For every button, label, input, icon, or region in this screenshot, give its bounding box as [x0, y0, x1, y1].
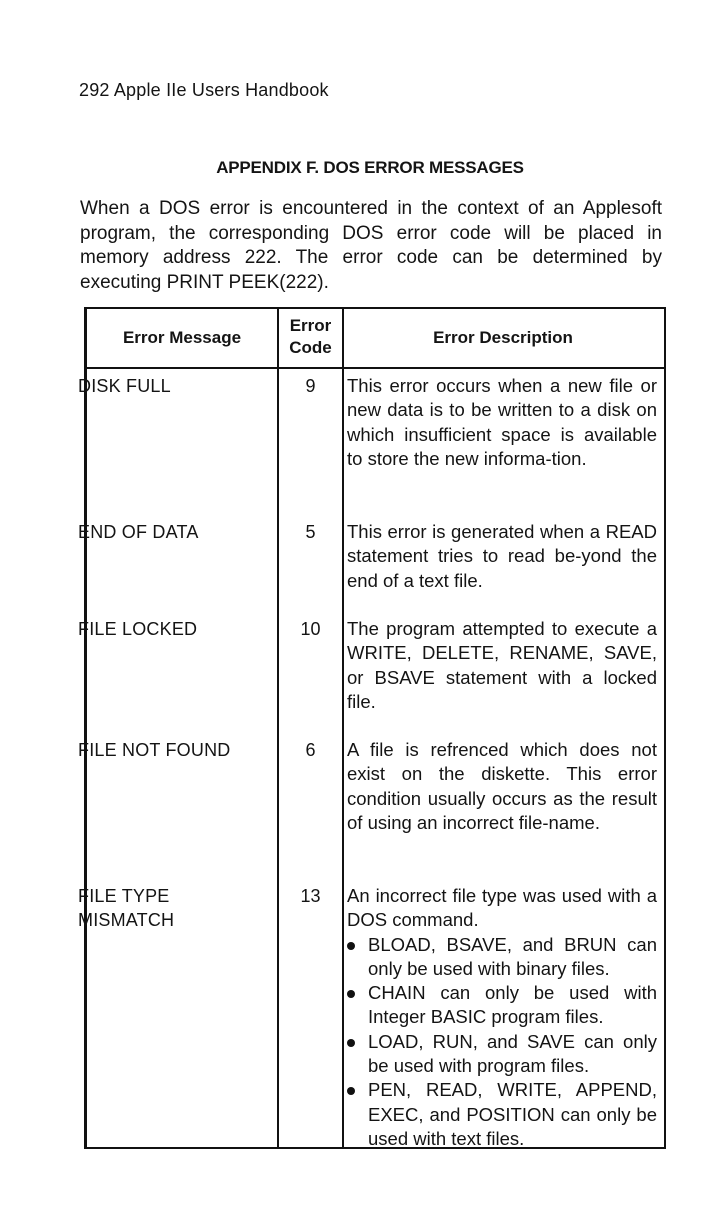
error-description: The program attempted to execute a WRITE, DELETE, RENAME, SAVE, or BSAVE statement with a locked file. — [347, 618, 657, 712]
bullet-item: PEN, READ, WRITE, APPEND, EXEC, and POSITION can only be used with text files. — [347, 1078, 657, 1151]
header-error-description: Error Description — [433, 328, 573, 347]
bullet-list — [347, 933, 657, 1152]
header-error-code-line1: Error — [289, 316, 332, 335]
bullet-item: CHAIN can only be used with Integer BASIC program files. — [347, 981, 657, 1030]
error-code: 5 — [305, 522, 316, 542]
bullet-item: LOAD, RUN, and SAVE can only be used with program files. — [347, 1030, 657, 1079]
error-message: DISK FULL — [78, 376, 171, 396]
column-divider-code — [277, 309, 279, 1147]
error-description: A file is refrenced which does not exist on the diskette. This error condition usually occurs as the result of using an incorrect file-name. — [347, 739, 657, 833]
error-description-lead: An incorrect file type was used with a DOS command. — [347, 885, 657, 931]
error-table — [78, 307, 666, 1149]
header-error-code-line2: Code — [289, 338, 332, 357]
header-error-message: Error Message — [122, 328, 242, 347]
error-description — [347, 884, 657, 1151]
error-code: 6 — [305, 740, 316, 760]
intro-paragraph: When a DOS error is encountered in the context of an Applesoft program, the corresponding DOS error code will be placed in memory address 222. The error code can be determined by executing PRINT PEEK(222). — [80, 198, 662, 293]
appendix-title: APPENDIX F. DOS ERROR MESSAGES — [216, 158, 524, 177]
header-divider — [84, 367, 664, 369]
error-code: 13 — [300, 886, 321, 906]
error-message — [78, 884, 272, 932]
error-description: This error is generated when a READ statement tries to read be-yond the end of a text file. — [347, 521, 657, 591]
header-error-code — [279, 315, 342, 359]
error-code: 9 — [305, 376, 316, 396]
bullet-item: BLOAD, BSAVE, and BRUN can only be used with binary files. — [347, 933, 657, 982]
error-description: This error occurs when a new file or new data is to be written to a disk on which insufficient space is available to store the new informa-tion. — [347, 375, 657, 469]
error-message: END OF DATA — [78, 522, 199, 542]
error-code: 10 — [300, 619, 321, 639]
table-left-rule — [84, 309, 87, 1147]
running-head: 292 Apple IIe Users Handbook — [79, 80, 329, 100]
column-divider-description — [342, 309, 344, 1147]
error-message-line2: MISMATCH — [78, 910, 175, 930]
error-message: FILE NOT FOUND — [78, 740, 231, 760]
error-message-line1: FILE TYPE — [78, 886, 170, 906]
error-message: FILE LOCKED — [78, 619, 198, 639]
